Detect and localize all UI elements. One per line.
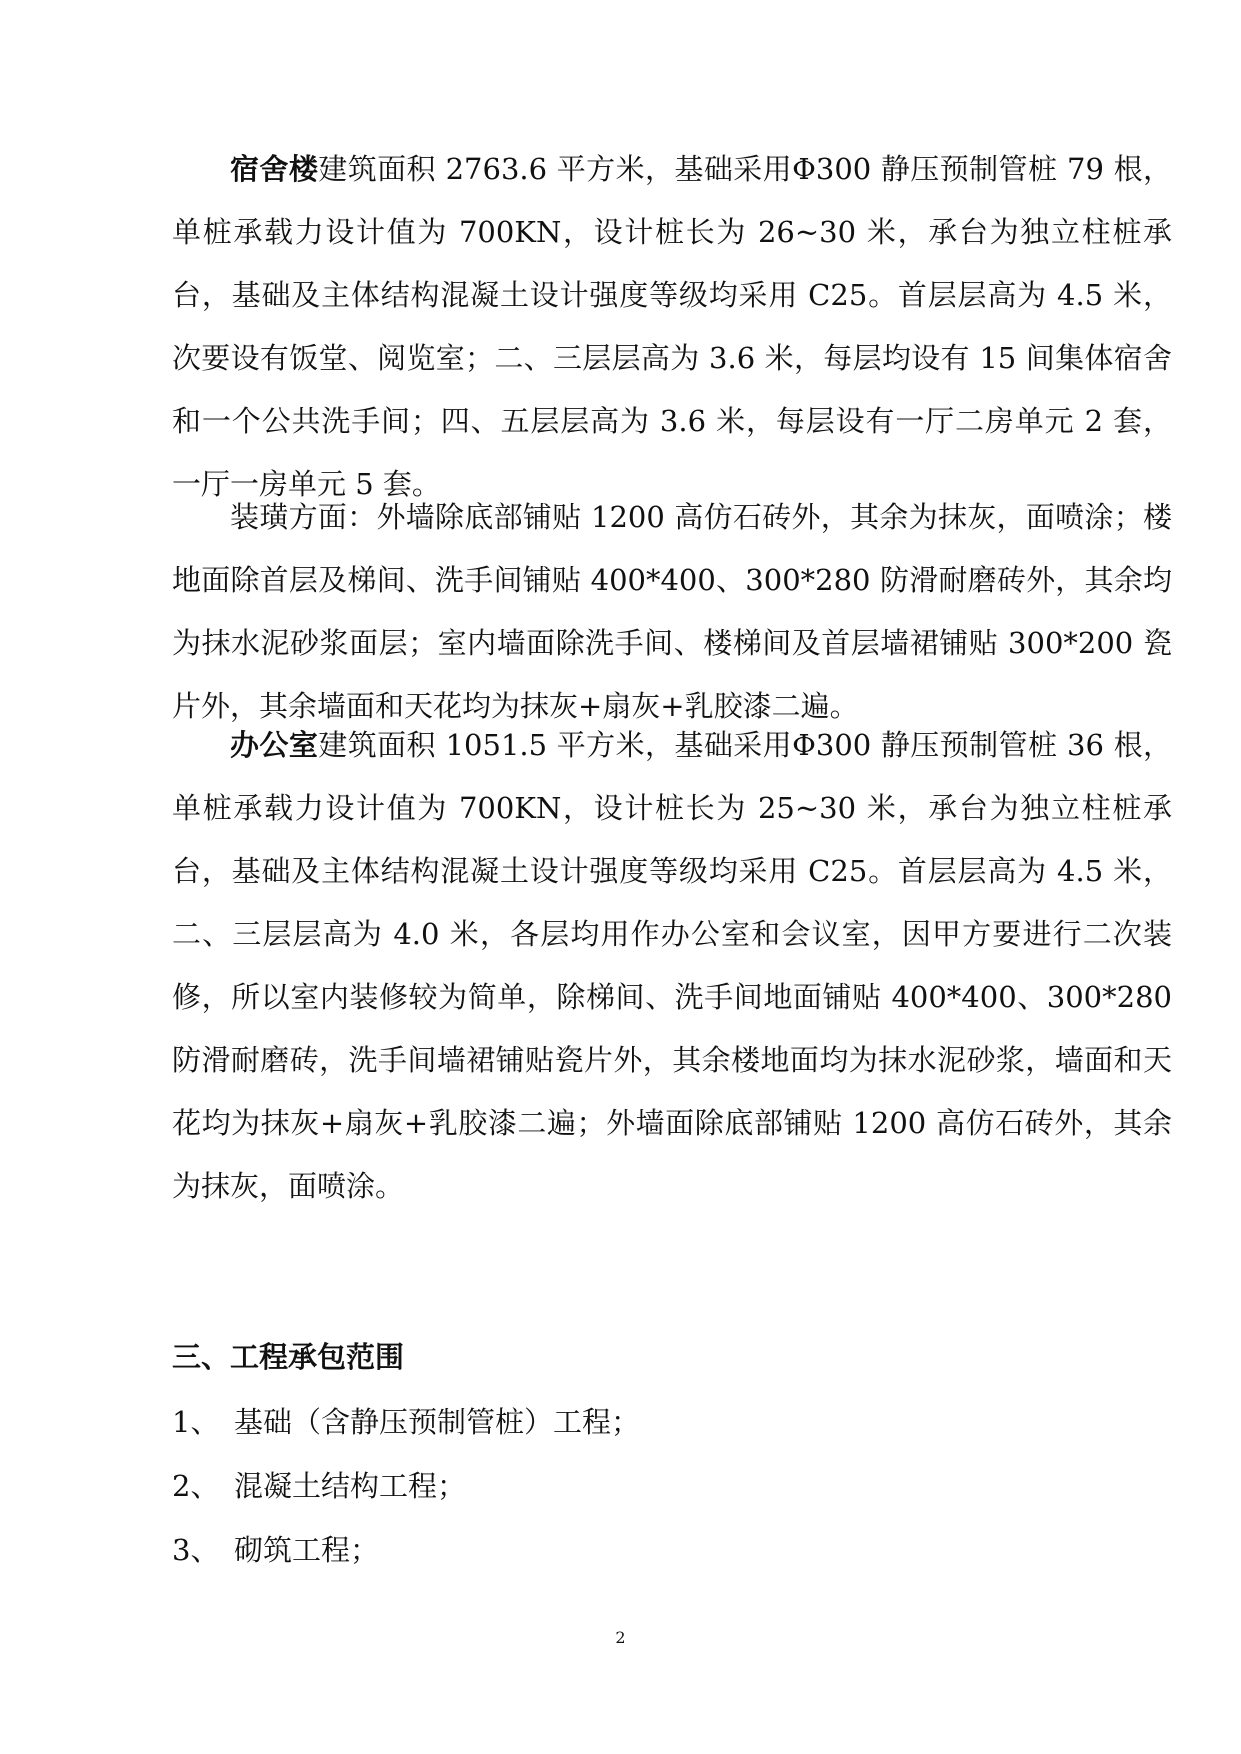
- decoration-paragraph: 装璜方面：外墙除底部铺贴 1200 高仿石砖外，其余为抹灰，面喷涂；楼地面除首层及梯间、洗手间铺贴 400*400、300*280 防滑耐磨砖外，其余均为抹水泥砂浆面层；室内墙面除洗手间、楼梯间及首层墙裙铺贴 300*200 瓷片外，其余墙面和天花均为抹灰+扇灰+乳胶漆二遍。: [172, 500, 1172, 723]
- scope-item-number: 3、: [172, 1533, 220, 1567]
- scope-item-2: [172, 1464, 466, 1505]
- dorm-paragraph: [172, 138, 1172, 516]
- page-number: 2: [615, 1628, 626, 1647]
- office-label: 办公室: [230, 728, 319, 762]
- scope-item-text: 基础（含静压预制管桩）工程；: [234, 1405, 641, 1439]
- scope-item-text: 砌筑工程；: [234, 1533, 380, 1567]
- dorm-label: 宿舍楼: [230, 152, 319, 186]
- dorm-text: 建筑面积 2763.6 平方米，基础采用Φ300 静压预制管桩 79 根，单桩承载力设计值为 700KN，设计桩长为 26~30 米，承台为独立柱桩承台，基础及主体结构混凝土设计强度等级均采用 C25。首层层高为 4.5 米，次要设有饭堂、阅览室；二、三层层高为 3.6 米，每层均设有 15 间集体宿舍和一个公共洗手间；四、五层层高为 3.6 米，每层设有一厅二房单元 2 套，一厅一房单元 5 套。: [172, 152, 1172, 501]
- scope-item-text: 混凝土结构工程；: [234, 1469, 467, 1503]
- section-heading: 三、工程承包范围: [172, 1340, 405, 1374]
- scope-item-1: [172, 1400, 640, 1441]
- scope-item-number: 2、: [172, 1469, 220, 1503]
- scope-item-number: 1、: [172, 1405, 220, 1439]
- office-paragraph: [172, 714, 1172, 1218]
- scope-item-3: [172, 1528, 379, 1569]
- office-text: 建筑面积 1051.5 平方米，基础采用Φ300 静压预制管桩 36 根，单桩承载力设计值为 700KN，设计桩长为 25~30 米，承台为独立柱桩承台，基础及主体结构混凝土设计强度等级均采用 C25。首层层高为 4.5 米，二、三层层高为 4.0 米，各层均用作办公室和会议室，因甲方要进行二次装修，所以室内装修较为简单，除梯间、洗手间地面铺贴 400*400、300*280 防滑耐磨砖，洗手间墙裙铺贴瓷片外，其余楼地面均为抹水泥砂浆，墙面和天花均为抹灰+扇灰+乳胶漆二遍；外墙面除底部铺贴 1200 高仿石砖外，其余为抹灰，面喷涂。: [172, 728, 1172, 1203]
